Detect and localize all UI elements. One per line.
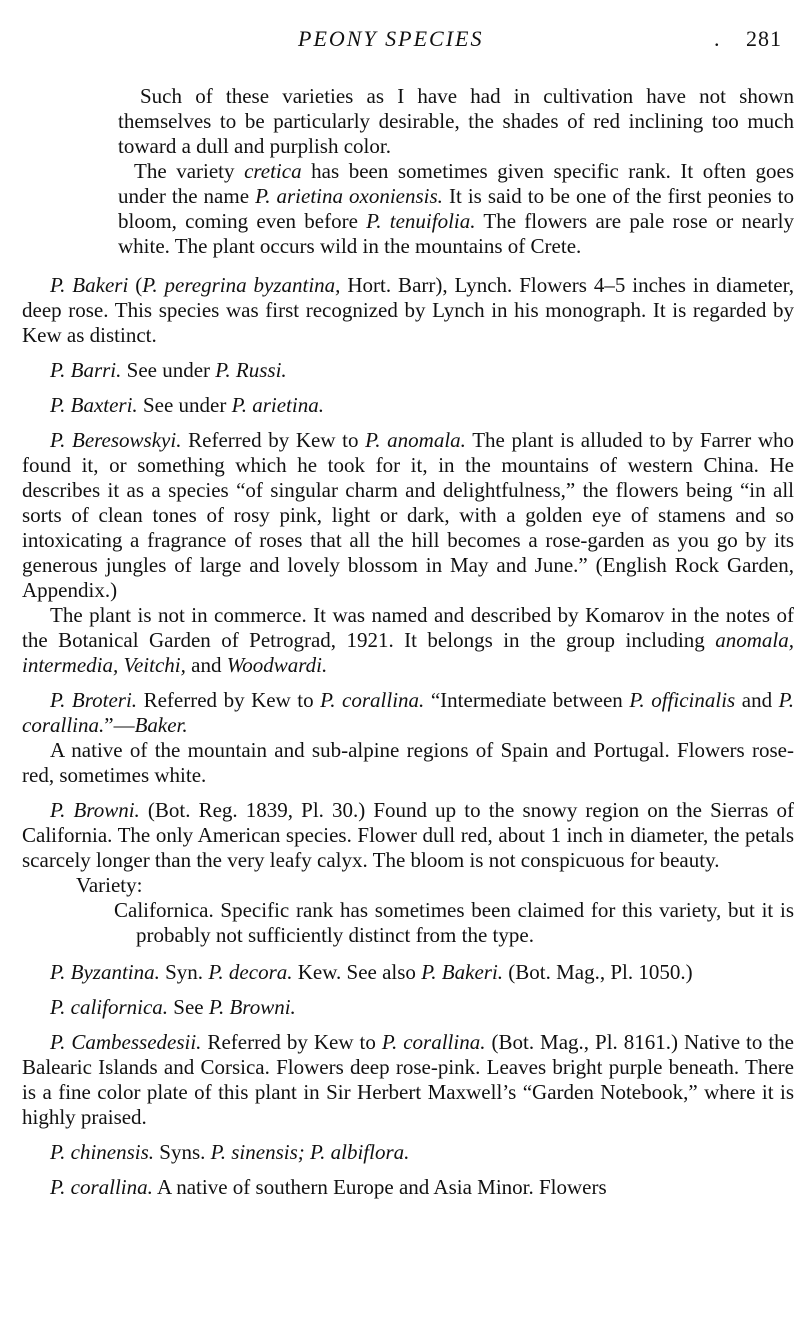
paragraph-variety-cretica: The variety cretica has been sometimes given specific rank. It often goes under the name P. arietina oxoniensis. It is said to be one of the first peonies to bloom, coming even before P. tenuifolia. The flowers are pale rose or nearly white. The plant occurs wild in the mountains of Crete.: [118, 159, 794, 258]
entry-cambessedesii: P. Cambessedesii. Referred by Kew to P. corallina. (Bot. Mag., Pl. 8161.) Native to the Balearic Islands and Corsica. Flowers deep rose-pink. Leaves bright purple beneath. There is a fine color plate of this plant in Sir Herbert Maxwell’s “Garden Notebook,” where it is highly praised.: [22, 1030, 794, 1129]
entry-beresowskyi: P. Beresowskyi. Referred by Kew to P. anomala. The plant is alluded to by Farrer who found it, or something which he took for it, in the mountains of western China. He describes it as a species “of singular charm and delightfulness,” the flowers being “in all sorts of clean tones of rosy pink, light or dark, with a golden eye of stamens and so intoxicating a fragrance of roses that all the hill becomes a rose-garden as you go by its generous jungles of large and lovely blossom in May and June.” (English Rock Garden, Appendix.): [22, 428, 795, 602]
running-title: PEONY SPECIES: [298, 26, 484, 51]
entry-chinensis: P. chinensis. Syns. P. sinensis; P. albiflora.: [50, 1140, 410, 1164]
species-name: P. Beresowskyi.: [50, 428, 182, 452]
page-number: 281: [746, 26, 782, 51]
species-name: P. chinensis.: [50, 1140, 155, 1164]
entry-browni: P. Browni. (Bot. Reg. 1839, Pl. 30.) Found up to the snowy region on the Sierras of California. The only American species. Flower dull red, about 1 inch in diameter, the petals scarcely longer than the very leafy calyx. The bloom is not conspicuous for beauty.: [22, 798, 794, 872]
species-name: P. Browni.: [50, 798, 140, 822]
species-name: P. Broteri.: [50, 688, 138, 712]
species-name: P. corallina.: [50, 1175, 153, 1199]
species-name: P. californica.: [50, 995, 169, 1019]
entry-byzantina: P. Byzantina. Syn. P. decora. Kew. See also P. Bakeri. (Bot. Mag., Pl. 1050.): [50, 960, 693, 984]
running-header: [0, 26, 800, 56]
variety-label: Variety:: [76, 873, 143, 897]
entry-barri: P. Barri. See under P. Russi.: [50, 358, 287, 382]
entry-baxteri: P. Baxteri. See under P. arietina.: [50, 393, 324, 417]
entry-broteri-continued: A native of the mountain and sub-alpine regions of Spain and Portugal. Flowers rose-red, sometimes white.: [22, 738, 794, 787]
entry-broteri: P. Broteri. Referred by Kew to P. corallina. “Intermediate between P. officinalis and P. corallina.”—Baker.: [22, 688, 794, 737]
entry-beresowskyi-continued: The plant is not in commerce. It was named and described by Komarov in the notes of the Botanical Garden of Petrograd, 1921. It belongs in the group including anomala, intermedia, Veitchi, and Woodwardi.: [22, 603, 794, 677]
header-dot: .: [714, 26, 720, 51]
entry-corallina: P. corallina. A native of southern Europe and Asia Minor. Flowers: [50, 1175, 607, 1199]
species-name: P. Cambessedesii.: [50, 1030, 202, 1054]
entry-californica: P. californica. See P. Browni.: [50, 995, 296, 1019]
paragraph-varieties-note: Such of these varieties as I have had in cultivation have not shown themselves to be particularly desirable, the shades of red inclining too much toward a dull and purplish color.: [118, 84, 794, 158]
species-name: P. Barri.: [50, 358, 122, 382]
variety-californica: Californica. Specific rank has sometimes been claimed for this variety, but it is probably not sufficiently distinct from the type.: [114, 898, 794, 947]
entry-bakeri: P. Bakeri (P. peregrina byzantina, Hort. Barr), Lynch. Flowers 4–5 inches in diameter, deep rose. This species was first recognized by Lynch in his monograph. It is regarded by Kew as distinct.: [22, 273, 794, 347]
page-body: [22, 84, 794, 1210]
species-name: P. Bakeri: [50, 273, 129, 297]
species-name: P. Byzantina.: [50, 960, 160, 984]
species-name: P. Baxteri.: [50, 393, 138, 417]
